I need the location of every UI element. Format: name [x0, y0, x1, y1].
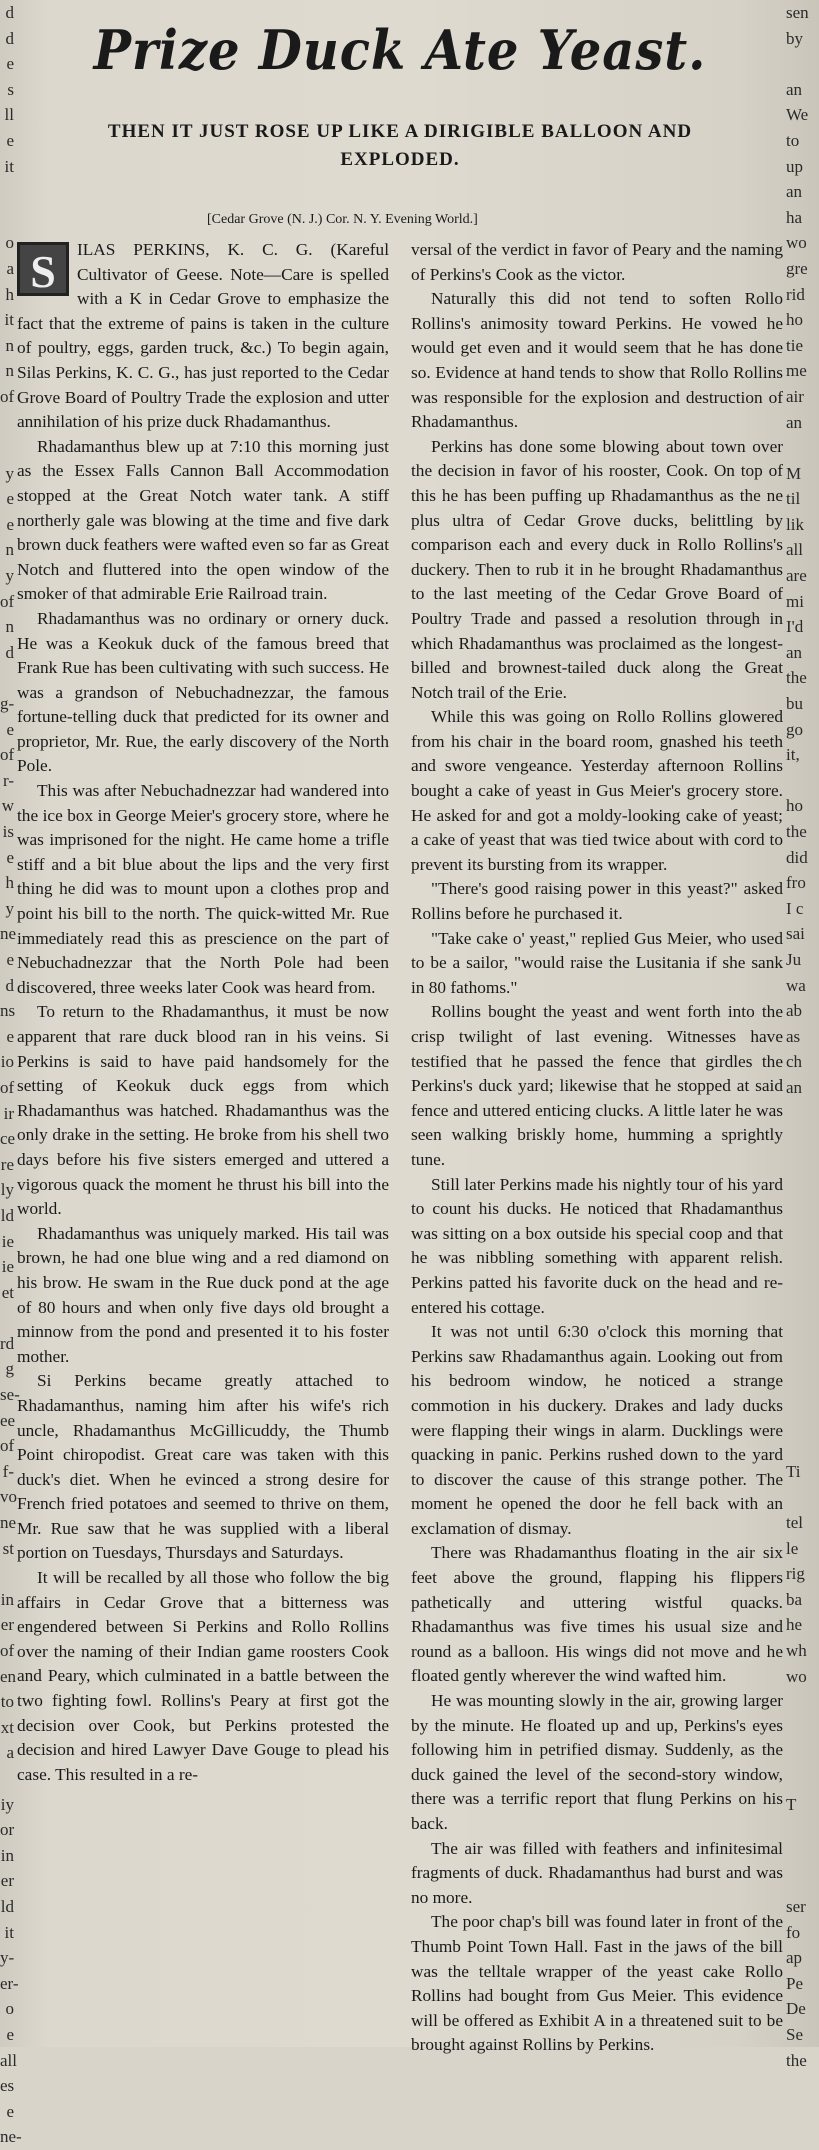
edge-fragment: ld: [0, 1896, 14, 1916]
edge-fragment: [786, 1408, 819, 1434]
edge-fragment: tel: [786, 1513, 803, 1533]
edge-fragment: r-: [3, 770, 14, 790]
edge-fragment: ap: [786, 1948, 803, 1968]
edge-fragment: gre: [786, 258, 808, 278]
edge-fragment: the: [786, 2050, 807, 2070]
edge-fragment: ly: [0, 1180, 14, 1200]
edge-fragment: an: [786, 412, 803, 432]
edge-fragment: of: [0, 1077, 15, 1097]
edge-fragment: all: [786, 540, 803, 560]
edge-fragment: ba: [786, 1589, 803, 1609]
right-adjacent-column-fragment: [786, 0, 819, 2070]
edge-fragment: ie: [1, 1257, 14, 1277]
paragraph: Perkins has done some blowing about town over the decision in favor of his rooster, Cook. On top of this he has been puffing up Rhadamanthus as the ne plus ultra of Cedar Grove ducks, belittling by comparison each and every duck in Rollo Rollins's duckery. Then to rub it in he brought Rhadamanthus to the last meeting of the Cedar Grove Board of Poultry Trade and passed a resolution through in which Rhadamanthus was proclaimed as the longest-billed and brownest-tailed duck along the Great Notch trail of the Erie.: [411, 436, 783, 702]
edge-fragment: d: [5, 3, 14, 22]
edge-fragment: e: [6, 130, 14, 150]
edge-fragment: [786, 1101, 819, 1127]
edge-fragment: en: [0, 1666, 17, 1686]
edge-fragment: sen: [786, 3, 809, 22]
edge-fragment: wo: [786, 233, 807, 253]
edge-fragment: [0, 1305, 14, 1331]
edge-fragment: n: [5, 617, 14, 637]
edge-fragment: We: [786, 105, 809, 125]
edge-fragment: [0, 665, 14, 691]
edge-fragment: up: [786, 156, 803, 176]
edge-fragment: it,: [786, 745, 800, 765]
paragraph: Naturally this did not tend to soften Rollo Rollins's animosity toward Perkins. He vowed he would get even and it would seem that he has done so. Evidence at hand tends to show that Rollo Rollins was responsible for the explosion and destruction of Rhadamanthus.: [411, 289, 783, 432]
edge-fragment: of: [0, 386, 15, 406]
edge-fragment: fo: [786, 1922, 801, 1942]
edge-fragment: [786, 1843, 819, 1869]
edge-fragment: of: [0, 591, 15, 611]
edge-fragment: ho: [786, 796, 803, 816]
edge-fragment: tie: [786, 335, 803, 355]
edge-fragment: [0, 1766, 14, 1792]
left-adjacent-column-fragment: [0, 0, 22, 2147]
edge-fragment: se-: [0, 1385, 20, 1405]
paragraph: Si Perkins became greatly attached to Rhadamanthus, naming him after his wife's rich uncle, Rhadamanthus McGillicuddy, the Thumb Point chiropodist. Great care was taken with this duck's diet. When he evinced a strong desire for French fried potatoes and seemed to thrive on them, Mr. Rue saw that he was supplied with a liberal portion on Tuesdays, Thursdays and Saturdays.: [17, 1371, 389, 1563]
left-column: [17, 238, 389, 2058]
edge-fragment: [786, 1229, 819, 1255]
edge-fragment: to: [0, 1692, 14, 1712]
edge-fragment: Se: [786, 2024, 803, 2044]
paragraph: versal of the verdict in favor of Peary and the naming of Perkins's Cook as the victor.: [411, 240, 783, 284]
edge-fragment: [786, 1484, 819, 1510]
edge-fragment: ab: [786, 1001, 803, 1021]
edge-fragment: e: [6, 1026, 14, 1046]
edge-fragment: e: [6, 514, 14, 534]
edge-fragment: ne: [0, 1513, 17, 1533]
edge-fragment: [0, 435, 14, 461]
paragraph: Rollins bought the yeast and went forth into the crisp twilight of last evening. Witnesses have testified that he passed the fence that girdles the Perkins's duck yard; likewise that he stopped at said fence and uttered enticing clucks. A little later he was seen walking briskly home, humming a sprightly tune.: [411, 1002, 783, 1169]
edge-fragment: air: [786, 386, 804, 406]
edge-fragment: an: [786, 642, 803, 662]
edge-fragment: [786, 768, 819, 794]
edge-fragment: to: [786, 130, 800, 150]
edge-fragment: [786, 1817, 819, 1843]
edge-fragment: y-: [0, 1948, 15, 1968]
paragraph: Rhadamanthus was no ordinary or ornery duck. He was a Keokuk duck of the famous breed that Frank Rue has been cultivating with such success. He was a grandson of Nebuchadnezzar, the famous fortune-telling duck that predicted for its owner and proprietor, Mr. Rue, the early discovery of the North Pole.: [17, 608, 389, 776]
edge-fragment: y: [5, 463, 14, 483]
edge-fragment: e: [6, 949, 14, 969]
edge-fragment: [0, 179, 14, 205]
edge-fragment: ser: [786, 1896, 806, 1916]
edge-fragment: in: [0, 1845, 14, 1865]
edge-fragment: the: [786, 668, 807, 688]
paragraph: To return to the Rhadamanthus, it must be now apparent that rare duck blood ran in his veins. Si Perkins is said to have paid handsomely for the setting of Keokuk duck eggs from which Rhadamanthus was hatched. Rhadamanthus was the only drake in the setting. He broke from his shell two days before his five sisters emerged and uttered a vigorous quack the moment he thrust his bill into the world.: [17, 1002, 389, 1219]
edge-fragment: Ti: [786, 1461, 801, 1481]
edge-fragment: ne-: [0, 2127, 22, 2147]
edge-fragment: til: [786, 489, 801, 509]
edge-fragment: of: [0, 1641, 15, 1660]
edge-fragment: ho: [786, 310, 803, 330]
edge-fragment: [786, 51, 819, 77]
edge-fragment: et: [1, 1282, 14, 1302]
edge-fragment: g-: [0, 694, 15, 714]
edge-fragment: wa: [786, 975, 806, 995]
edge-fragment: bu: [786, 694, 803, 714]
edge-fragment: sai: [786, 924, 805, 944]
edge-fragment: all: [0, 2050, 17, 2070]
edge-fragment: w: [1, 796, 14, 816]
edge-fragment: rig: [786, 1564, 805, 1584]
edge-fragment: an: [786, 79, 803, 99]
edge-fragment: [786, 1177, 819, 1203]
edge-fragment: re: [0, 1154, 14, 1174]
edge-fragment: ns: [0, 1001, 16, 1021]
edge-fragment: y: [5, 898, 14, 918]
edge-fragment: er-: [0, 1973, 19, 1993]
paragraph: Rhadamanthus blew up at 7:10 this morning just as the Essex Falls Cannon Ball Accommodation stopped at the Great Notch water tank. A stiff northerly gale was blowing at the time and five dark brown duck feathers were wafted even so far as Great Notch and fluttered into the open window of the smoker of that admirable Erie Railroad train.: [17, 436, 389, 604]
edge-fragment: f-: [2, 1461, 14, 1481]
edge-fragment: ll: [4, 105, 14, 125]
edge-fragment: the: [786, 822, 807, 841]
edge-fragment: as: [786, 1026, 801, 1046]
edge-fragment: [786, 1280, 819, 1306]
paragraph: This was after Nebuchadnezzar had wandered into the ice box in George Meier's grocery store, where he was imprisoned for the night. He came home a trifle stiff and a bit blue about the lips and the very first thing he did was to mount upon a clothes prop and point his bill to the north. The quick-witted Mr. Rue immediately read this as prescience on the part of Nebuchadnezzar that the North Pole had been discovered, three weeks later Cook was heard from.: [17, 781, 389, 997]
paragraph: "Take cake o' yeast," replied Gus Meier, who used to be a sailor, "would raise the Lusitania if she sank in 80 fathoms.": [411, 928, 783, 997]
edge-fragment: or: [0, 1820, 15, 1840]
edge-fragment: [0, 205, 14, 231]
edge-fragment: [786, 1126, 819, 1152]
edge-fragment: h: [5, 873, 14, 893]
edge-fragment: of: [0, 745, 15, 765]
edge-fragment: e: [6, 2101, 14, 2121]
edge-fragment: e: [6, 54, 14, 74]
edge-fragment: wo: [786, 1666, 807, 1686]
edge-fragment: [786, 1715, 819, 1741]
edge-fragment: mi: [786, 591, 804, 611]
edge-fragment: an: [786, 1077, 803, 1097]
edge-fragment: d: [5, 642, 14, 662]
paragraph: "There's good raising power in this yeast?" asked Rollins before he purchased it.: [411, 879, 783, 924]
edge-fragment: [786, 1152, 819, 1178]
edge-fragment: rd: [0, 1333, 15, 1353]
edge-fragment: [0, 410, 14, 436]
edge-fragment: [786, 1766, 819, 1792]
edge-fragment: ch: [786, 1052, 803, 1072]
edge-fragment: xt: [0, 1717, 14, 1737]
edge-fragment: it: [4, 156, 14, 176]
paragraph: It was not until 6:30 o'clock this morning that Perkins saw Rhadamanthus again. Looking out from his bedroom window, he noticed a strange commotion in his duckery. Drakes and lady ducks were flapping their wings in alarm. Ducklings were quacking in panic. Perkins rushed down to the yard to discover the cause of this strange pother. The moment he opened the door he fell back with an exclamation of dismay.: [411, 1322, 783, 1538]
edge-fragment: vo: [0, 1487, 17, 1507]
dateline: [Cedar Grove (N. J.) Cor. N. Y. Evening World.]: [207, 212, 478, 227]
edge-fragment: it: [4, 310, 14, 330]
edge-fragment: y: [5, 566, 14, 586]
edge-fragment: Pe: [786, 1973, 803, 1993]
edge-fragment: I c: [786, 898, 804, 918]
edge-fragment: g: [5, 1359, 14, 1379]
edge-fragment: [0, 1561, 14, 1587]
edge-fragment: s: [7, 79, 14, 99]
edge-fragment: lik: [786, 514, 804, 534]
edge-fragment: ne: [0, 924, 17, 944]
edge-fragment: h: [5, 284, 14, 304]
edge-fragment: wh: [786, 1641, 807, 1660]
edge-fragment: [786, 1203, 819, 1229]
edge-fragment: I'd: [786, 617, 804, 637]
edge-fragment: [786, 1356, 819, 1382]
edge-fragment: [786, 1331, 819, 1357]
edge-fragment: e: [6, 2024, 14, 2044]
edge-fragment: o: [5, 1999, 14, 2019]
edge-fragment: es: [0, 2076, 15, 2096]
edge-fragment: Ju: [786, 949, 802, 969]
edge-fragment: n: [5, 540, 14, 560]
edge-fragment: an: [786, 182, 803, 202]
edge-fragment: iy: [0, 1794, 14, 1814]
paragraph: It will be recalled by all those who follow the big affairs in Cedar Grove that a bitterness was engendered between Si Perkins and Rollo Rollins over the naming of their Indian game roosters Cook and Peary, which culminated in a battle between the two fighting fowl. Rollins's Peary at first got the decision over Cook, but Perkins protested the decision and hired Lawyer Dave Gouge to plead his case. This resulted in a re-: [17, 1568, 389, 1784]
subheadline: THEN IT JUST ROSE UP LIKE A DIRIGIBLE BALLOON AND EXPLODED.: [107, 121, 693, 170]
paragraph: The poor chap's bill was found later in front of the Thumb Point Town Hall. Fast in the jaws of the bill was the telltale wrapper of the yeast cake Rollo Rollins had bought from Gus Meier. This evidence will be offered as Exhibit A in a threatened suit to be brought against Rollins by Perkins.: [411, 1912, 783, 2055]
edge-fragment: De: [786, 1999, 806, 2019]
edge-fragment: e: [6, 489, 14, 509]
edge-fragment: M: [786, 463, 802, 483]
edge-fragment: it: [4, 1922, 14, 1942]
paragraph: He was mounting slowly in the air, growing larger by the minute. He floated up and up, Perkins's eyes following him in petrified dismay. Suddenly, as the duck gained the level of the second-story window, there was a terrific report that flung Perkins on his back.: [411, 1691, 783, 1833]
edge-fragment: e: [6, 847, 14, 867]
edge-fragment: [786, 1740, 819, 1766]
drop-cap: S: [17, 242, 69, 296]
edge-fragment: ie: [1, 1231, 14, 1251]
edge-fragment: d: [5, 28, 14, 48]
edge-fragment: [786, 1689, 819, 1715]
edge-fragment: go: [786, 719, 803, 739]
edge-fragment: er: [0, 1615, 14, 1635]
edge-fragment: d: [5, 975, 14, 995]
edge-fragment: n: [5, 361, 14, 381]
paragraph: While this was going on Rollo Rollins glowered from his chair in the board room, gnashed his teeth and swore vengeance. Yesterday afternoon Rollins bought a cake of yeast in Gus Meier's grocery store. He asked for and got a moldy-looking cake of yeast; a cake of yeast that was tied twice about with cord to prevent its bursting from its wrapper.: [411, 707, 783, 874]
edge-fragment: ee: [0, 1410, 16, 1430]
edge-fragment: did: [786, 847, 808, 867]
edge-fragment: [786, 1382, 819, 1408]
edge-fragment: ld: [0, 1205, 14, 1225]
edge-fragment: [786, 1305, 819, 1331]
paragraph: Still later Perkins made his nightly tour of his yard to count his ducks. He noticed that Rhadamanthus was sitting on a box outside his special coop and that he was nibbling something with apparent relish. Perkins patted his favorite duck on the head and re-entered his cottage.: [411, 1174, 783, 1317]
edge-fragment: ha: [786, 207, 803, 227]
edge-fragment: is: [2, 822, 14, 841]
edge-fragment: me: [786, 361, 807, 381]
article-columns: [17, 238, 783, 2058]
edge-fragment: le: [786, 1538, 799, 1558]
article: [17, 10, 783, 2058]
edge-fragment: of: [0, 1436, 15, 1456]
edge-fragment: o: [5, 233, 14, 253]
paragraph: The air was filled with feathers and infinitesimal fragments of duck. Rhadamanthus had burst and was no more.: [411, 1838, 783, 1907]
edge-fragment: T: [786, 1794, 797, 1814]
paragraph: There was Rhadamanthus floating in the air six feet above the ground, flapping his flippers pathetically and uttering wistful quacks. Rhadamanthus was five times his usual size and round as a balloon. His wings did not move and he floated gently wherever the wind wafted him.: [411, 1543, 783, 1686]
edge-fragment: er: [0, 1871, 14, 1891]
edge-fragment: io: [0, 1052, 14, 1072]
edge-fragment: in: [0, 1589, 14, 1609]
paragraph: S ILAS PERKINS, K. C. G. (Kareful Cultivator of Geese. Note—Care is spelled with a K in Cedar Grove to emphasize the fact that the extreme of pains is taken in the culture of poultry, eggs, garden truck, &c.) To begin again, Silas Perkins, K. C. G., has just reported to the Cedar Grove Board of Poultry Trade the explosion and utter annihilation of his prize duck Rhadamanthus.: [17, 240, 389, 432]
edge-fragment: fro: [786, 873, 806, 893]
edge-fragment: [786, 1868, 819, 1894]
edge-fragment: ce: [0, 1129, 16, 1149]
edge-fragment: he: [786, 1615, 803, 1635]
right-column: [411, 238, 783, 2058]
edge-fragment: e: [6, 719, 14, 739]
edge-fragment: are: [786, 566, 807, 586]
edge-fragment: a: [6, 258, 14, 278]
edge-fragment: [786, 1254, 819, 1280]
edge-fragment: n: [5, 335, 14, 355]
edge-fragment: st: [2, 1538, 14, 1558]
edge-fragment: ir: [3, 1103, 14, 1123]
edge-fragment: a: [6, 1743, 14, 1763]
edge-fragment: [786, 1433, 819, 1459]
headline: Prize Duck Ate Yeast.: [93, 18, 707, 82]
edge-fragment: by: [786, 28, 803, 48]
edge-fragment: [786, 435, 819, 461]
paragraph: Rhadamanthus was uniquely marked. His tail was brown, he had one blue wing and a red diamond on his brow. He swam in the Rue duck pond at the age of 80 hours and when only five days old brought a minnow from the pond and presented it to his foster mother.: [17, 1223, 389, 1366]
edge-fragment: rid: [786, 284, 805, 304]
